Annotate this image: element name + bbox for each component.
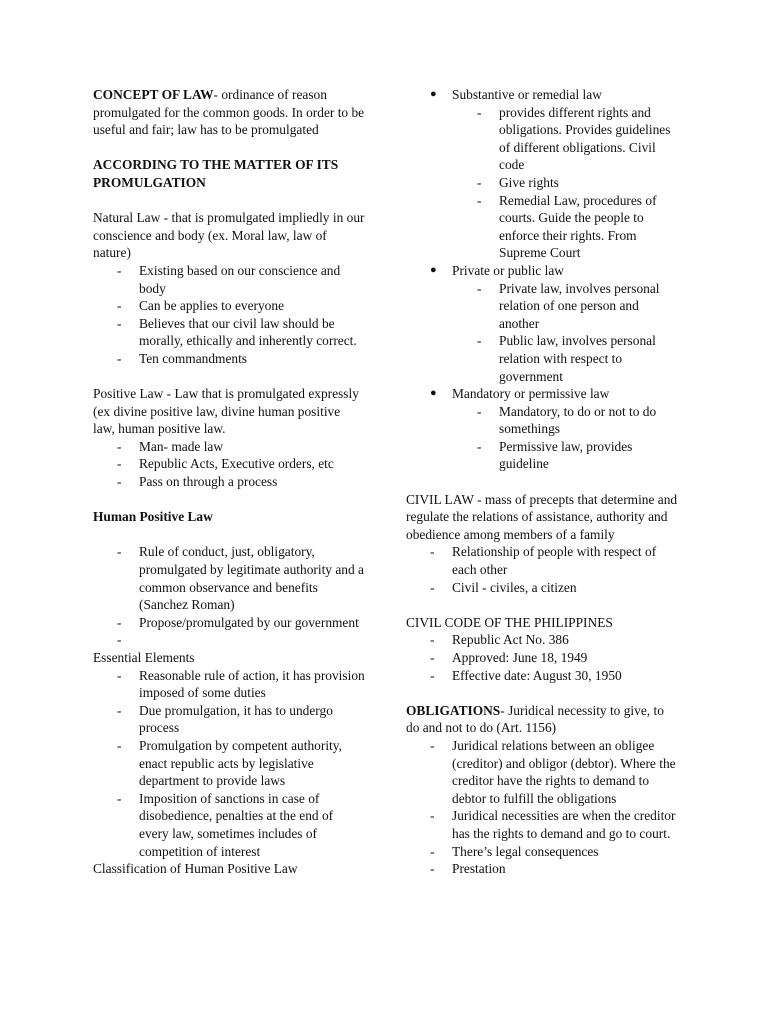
civil-code-list [406, 631, 678, 684]
list-item: - Juridical relations between an obligee (creditor) and obligor (debtor). Where the creditor have the rights to demand to debtor to fulfill the obligations [406, 737, 678, 807]
bullet-item-substantive [406, 86, 678, 104]
civil-law-list [406, 543, 678, 596]
bullet-dot-icon: ● [430, 387, 437, 400]
list-item: - Due promulgation, it has to undergo process [93, 702, 365, 737]
bullet-item-mandatory-permissive [406, 385, 678, 403]
bullet-dot-icon: ● [430, 263, 437, 276]
essential-elements-list [93, 667, 365, 861]
human-positive-law-list [93, 543, 365, 631]
obligations-paragraph [406, 702, 678, 737]
list-item: - Propose/promulgated by our government [93, 614, 365, 632]
natural-law-paragraph: Natural Law - that is promulgated impliedly in our conscience and body (ex. Moral law, law of nature) [93, 210, 365, 261]
list-item: - Republic Act No. 386 [406, 631, 678, 649]
list-item: - Public law, involves personal relation with respect to government [406, 332, 678, 385]
list-item: - Relationship of people with respect of each other [406, 543, 678, 578]
list-item: - There’s legal consequences [406, 843, 678, 861]
mandatory-permissive-sublist [406, 403, 678, 473]
list-item: - Ten commandments [93, 350, 365, 368]
list-item: - Existing based on our conscience and body [93, 262, 365, 297]
list-item: - provides different rights and obligations. Provides guidelines of different obligations. Civil code [406, 104, 678, 174]
left-column [93, 86, 365, 878]
obligations-list [406, 737, 678, 878]
list-item: - Rule of conduct, just, obligatory, promulgated by legitimate authority and a common observance and benefits (Sanchez Roman) [93, 543, 365, 613]
bullet-label: Substantive or remedial law [452, 87, 602, 102]
list-item: - Permissive law, provides guideline [406, 438, 678, 473]
matter-of-promulgation-heading: ACCORDING TO THE MATTER OF ITS PROMULGATION [93, 157, 339, 190]
list-item: - Imposition of sanctions in case of disobedience, penalties at the end of every law, sometimes includes of competition of interest [93, 790, 365, 860]
list-item: - Prestation [406, 860, 678, 878]
list-item: - Remedial Law, procedures of courts. Guide the people to enforce their rights. From Supreme Court [406, 192, 678, 262]
list-item: - Give rights [406, 174, 678, 192]
list-item: - Juridical necessities are when the creditor has the rights to demand and go to court. [406, 807, 678, 842]
list-item: - Civil - civiles, a citizen [406, 579, 678, 597]
list-item: - Republic Acts, Executive orders, etc [93, 455, 365, 473]
list-item: - Promulgation by competent authority, enact republic acts by legislative department to provide laws [93, 737, 365, 790]
private-public-sublist [406, 280, 678, 386]
obligations-text: - Juridical necessity to give, to do and not to do (Art. 1156) [406, 702, 664, 736]
list-item: - Believes that our civil law should be morally, ethically and inherently correct. [93, 315, 365, 350]
list-item: - Effective date: August 30, 1950 [406, 667, 678, 685]
civil-law-paragraph: CIVIL LAW - mass of precepts that determine and regulate the relations of assistance, authority and obedience among members of a family [406, 491, 678, 542]
natural-law-list [93, 262, 365, 368]
essential-elements-heading: Essential Elements [93, 650, 195, 665]
concept-of-law-paragraph [93, 86, 365, 139]
bullet-label: Mandatory or permissive law [452, 386, 610, 402]
bullet-item-private-public [406, 262, 678, 280]
positive-law-paragraph: Positive Law - Law that is promulgated expressly (ex divine positive law, divine human positive law, human positive law. [93, 386, 359, 437]
classification-heading: Classification of Human Positive Law [93, 861, 298, 877]
empty-list-item [93, 631, 365, 649]
bullet-dot-icon: ● [430, 88, 437, 100]
positive-law-list [93, 438, 365, 491]
list-item: - Can be applies to everyone [93, 297, 365, 315]
concept-of-law-heading: CONCEPT OF LAW [93, 87, 214, 102]
substantive-sublist [406, 104, 678, 262]
obligations-heading: OBLIGATIONS [406, 702, 501, 718]
concept-of-law-text: - ordinance of reason promulgated for the common goods. In order to be useful and fair; law has to be promulgated [93, 87, 365, 138]
civil-code-heading: CIVIL CODE OF THE PHILIPPINES [406, 614, 613, 630]
right-column [406, 86, 678, 878]
list-item: - Man- made law [93, 438, 365, 456]
list-item: - Reasonable rule of action, it has provision imposed of some duties [93, 667, 365, 702]
list-item: - Private law, involves personal relation of one person and another [406, 280, 678, 333]
list-item: - Approved: June 18, 1949 [406, 649, 678, 667]
bullet-label: Private or public law [452, 262, 564, 278]
list-item: - Pass on through a process [93, 473, 365, 491]
human-positive-law-heading: Human Positive Law [93, 509, 213, 525]
list-item: - Mandatory, to do or not to do somethings [406, 403, 678, 438]
